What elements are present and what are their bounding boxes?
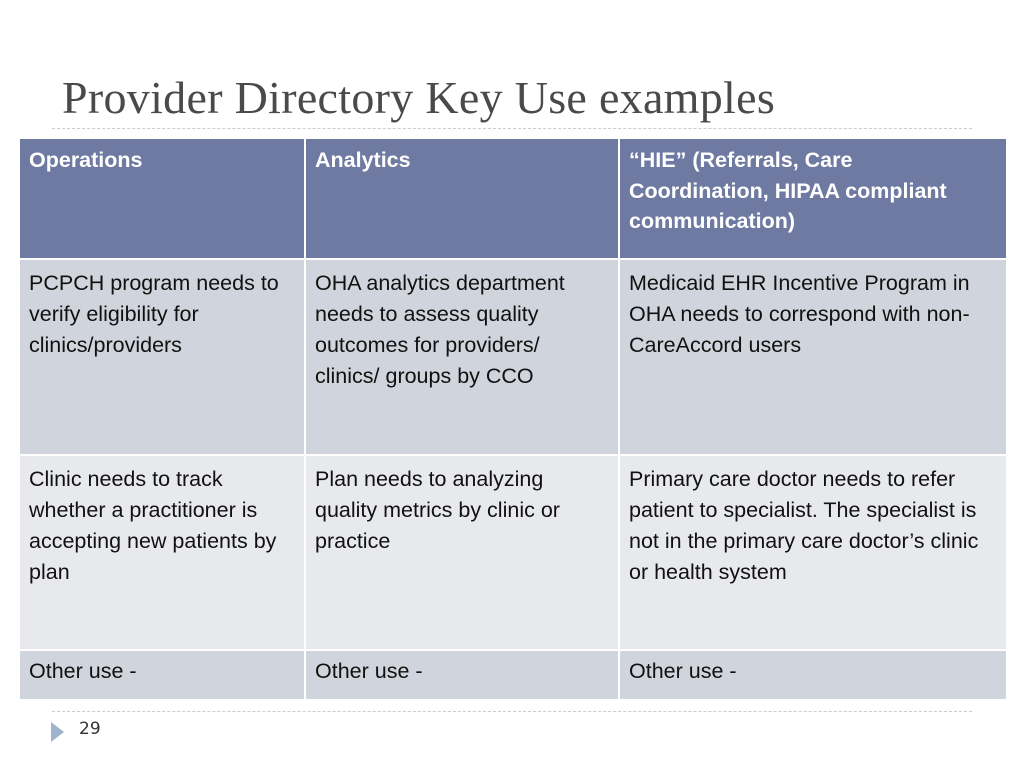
table-cell-analytics: OHA analytics department needs to assess quality outcomes for providers/ clinics/ groups by CCO <box>305 259 619 455</box>
table-cell-analytics: Plan needs to analyzing quality metrics by clinic or practice <box>305 455 619 650</box>
table-cell-hie: Medicaid EHR Incentive Program in OHA needs to correspond with non-CareAccord users <box>619 259 1007 455</box>
header-operations: Operations <box>19 138 305 259</box>
table-cell-operations: Clinic needs to track whether a practitioner is accepting new patients by plan <box>19 455 305 650</box>
table-cell-analytics: Other use - <box>305 650 619 700</box>
page-number: 29 <box>79 719 101 739</box>
footer-divider <box>52 711 972 712</box>
header-hie: “HIE” (Referrals, Care Coordination, HIPAA compliant communication) <box>619 138 1007 259</box>
slide-title: Provider Directory Key Use examples <box>62 72 776 123</box>
table-cell-hie: Primary care doctor needs to refer patient to specialist. The specialist is not in the primary care doctor’s clinic or health system <box>619 455 1007 650</box>
use-examples-table <box>18 137 1008 701</box>
table-cell-operations: PCPCH program needs to verify eligibility for clinics/providers <box>19 259 305 455</box>
table-row <box>19 259 1007 455</box>
table-cell-operations: Other use - <box>19 650 305 700</box>
title-divider <box>52 128 972 129</box>
table-header-row <box>19 138 1007 259</box>
table-cell-hie: Other use - <box>619 650 1007 700</box>
table-row <box>19 650 1007 700</box>
header-analytics: Analytics <box>305 138 619 259</box>
table-row <box>19 455 1007 650</box>
triangle-bullet-icon <box>51 722 64 742</box>
